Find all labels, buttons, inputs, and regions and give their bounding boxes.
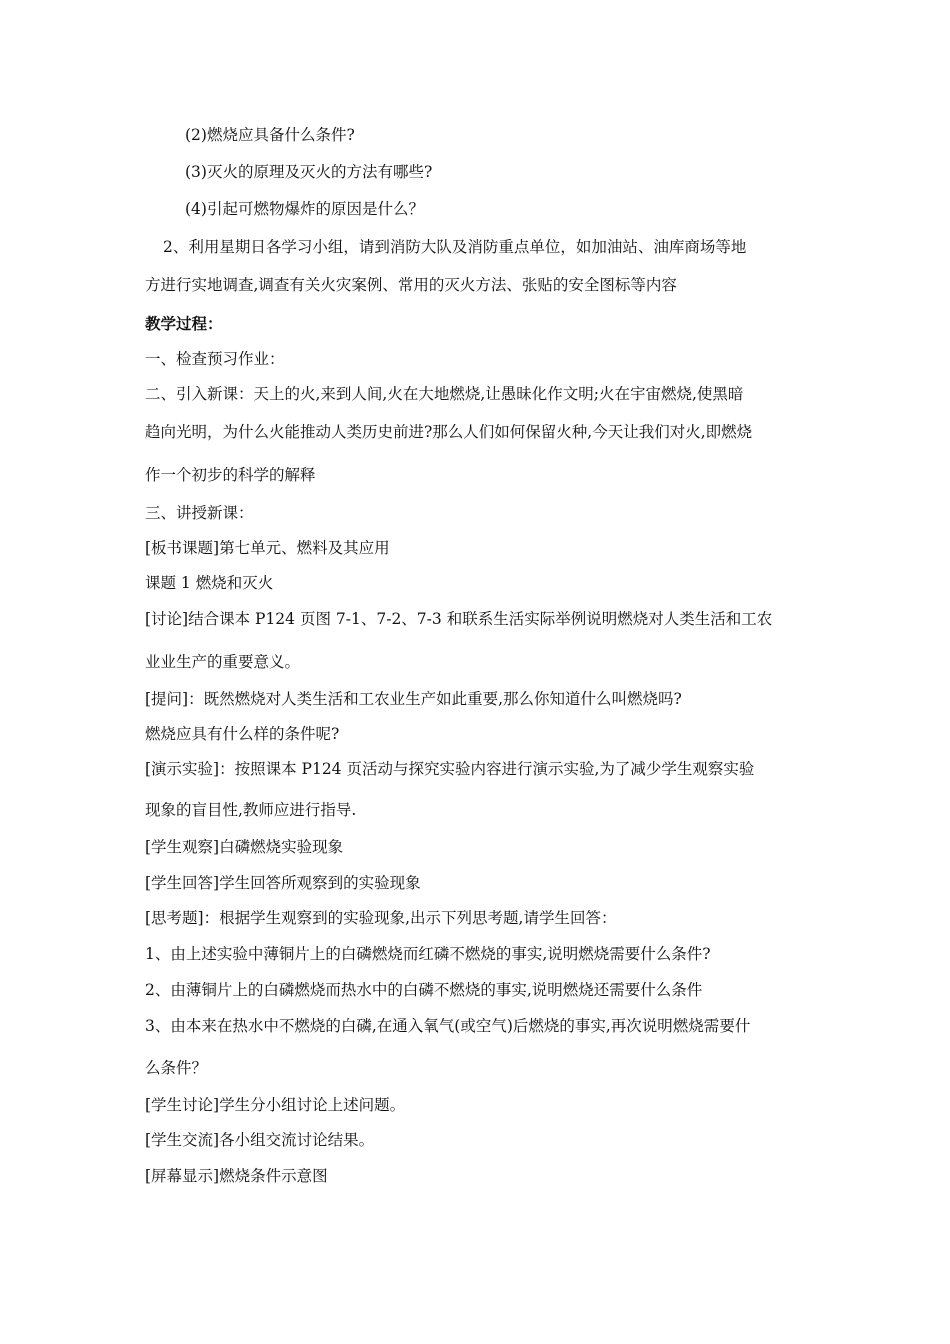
text-line: (2)燃烧应具备什么条件? [185,126,355,144]
text-line: 1、由上述实验中薄铜片上的白磷燃烧而红磷不燃烧的事实,说明燃烧需要什么条件? [145,945,711,963]
text-line: 2、由薄铜片上的白磷燃烧而热水中的白磷不燃烧的事实,说明燃烧还需要什么条件 [145,981,703,999]
text-line: 燃烧应具有什么样的条件呢? [145,725,340,743]
text-line: [思考题]：根据学生观察到的实验现象,出示下列思考题,请学生回答： [145,909,617,927]
text-line: [演示实验]：按照课本 P124 页活动与探究实验内容进行演示实验,为了减少学生观察实验 [145,760,755,778]
text-line: [提问]：既然燃烧对人类生活和工农业生产如此重要,那么你知道什么叫燃烧吗? [145,690,682,708]
text-line: 2、利用星期日各学习小组，请到消防大队及消防重点单位，如加油站、油库商场等地 [163,238,747,256]
text-line: [学生回答]学生回答所观察到的实验现象 [145,874,421,892]
text-line: 三、讲授新课： [145,504,254,522]
text-line: 二、引入新课：天上的火,来到人间,火在大地燃烧,让愚昧化作文明;火在宇宙燃烧,使黑暗 [145,385,744,403]
text-line: 趋向光明，为什么火能推动人类历史前进?那么人们如何保留火种,今天让我们对火,即燃烧 [145,423,753,441]
text-line: [屏幕显示]燃烧条件示意图 [145,1167,328,1185]
text-line: 3、由本来在热水中不燃烧的白磷,在通入氧气(或空气)后燃烧的事实,再次说明燃烧需要什 [145,1017,751,1035]
text-line: 方进行实地调查,调查有关火灾案例、常用的灭火方法、张贴的安全图标等内容 [145,276,677,294]
text-line: [学生交流]各小组交流讨论结果。 [145,1131,375,1149]
text-line: [讨论]结合课本 P124 页图 7-1、7-2、7-3 和联系生活实际举例说明燃烧对人类生活和工农 [145,610,773,628]
text-line: [板书课题]第七单元、燃料及其应用 [145,539,390,557]
text-line: 么条件？ [145,1059,208,1077]
text-line: [学生观察]白磷燃烧实验现象 [145,838,344,856]
text-line: [学生讨论]学生分小组讨论上述问题。 [145,1096,406,1114]
text-line: 现象的盲目性,教师应进行指导. [145,801,357,819]
text-line: (3)灭火的原理及灭火的方法有哪些? [185,163,433,181]
text-line: 课题 1 燃烧和灭火 [145,574,274,592]
section-heading: 教学过程： [145,315,223,333]
text-line: 业业生产的重要意义。 [145,653,301,671]
text-line: (4)引起可燃物爆炸的原因是什么？ [185,200,424,218]
text-line: 一、检查预习作业： [145,350,285,368]
text-line: 作一个初步的科学的解释 [145,466,316,484]
